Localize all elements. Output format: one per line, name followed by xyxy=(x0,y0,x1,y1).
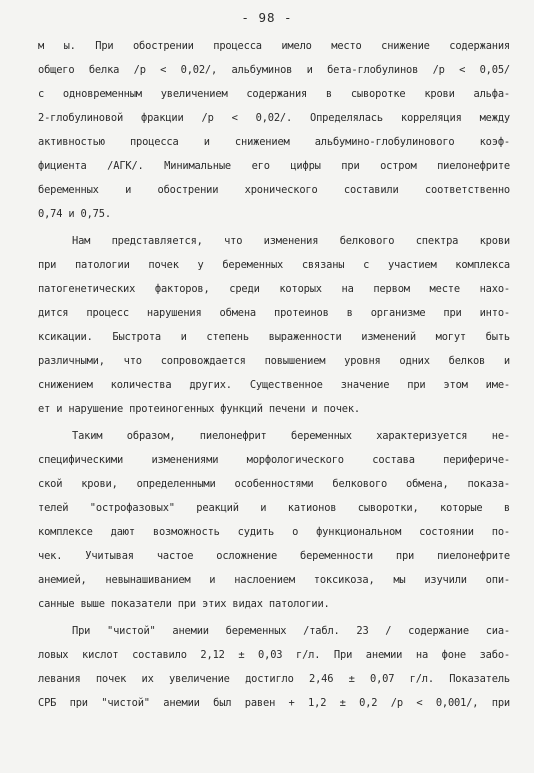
text-line: при патологии почек у беременных связаны с участием комплекса xyxy=(38,259,510,271)
text-line: СРБ при "чистой" анемии был равен + 1,2 ± 0,2 /р < 0,001/, при xyxy=(38,697,510,709)
paragraph-start-line: Нам представляется, что изменения белкового спектра крови xyxy=(72,235,510,247)
text-line: с одновременным увеличением содержания в сыворотке крови альфа- xyxy=(38,88,510,100)
paragraph-start-line: При "чистой" анемии беременных /табл. 23 / содержание сиа- xyxy=(72,625,510,637)
text-line: левания почек их увеличение достигло 2,46 ± 0,07 г/л. Показатель xyxy=(38,673,510,685)
text-line: телей "острофазовых" реакций и катионов сыворотки, которые в xyxy=(38,502,510,514)
text-line: 2-глобулиновой фракции /р < 0,02/. Определялась корреляция между xyxy=(38,112,510,124)
text-line: санные выше показатели при этих видах патологии. xyxy=(38,598,330,610)
text-line: м ы. При обострении процесса имело место снижение содержания xyxy=(38,40,510,52)
text-line: патогенетических факторов, среди которых на первом месте нахо- xyxy=(38,283,510,295)
text-line: снижением количества других. Существенное значение при этом име- xyxy=(38,379,510,391)
text-line: 0,74 и 0,75. xyxy=(38,208,111,220)
text-line: чек. Учитывая частое осложнение беременности при пиелонефрите xyxy=(38,550,510,562)
text-line: анемией, невынашиванием и наслоением токсикоза, мы изучили опи- xyxy=(38,574,510,586)
text-line: ской крови, определенными особенностями белкового обмена, показа- xyxy=(38,478,510,490)
text-line: общего белка /р < 0,02/, альбуминов и бета-глобулинов /р < 0,05/ xyxy=(38,64,510,76)
page-number: - 98 - xyxy=(241,10,293,25)
text-line: беременных и обострении хронического составили соответственно xyxy=(38,184,510,196)
paragraph-start-line: Таким образом, пиелонефрит беременных характеризуется не- xyxy=(72,430,510,442)
text-line: комплексе дают возможность судить о функциональном состоянии по- xyxy=(38,526,510,538)
text-line: ет и нарушение протеиногенных функций печени и почек. xyxy=(38,403,361,415)
text-line: специфическими изменениями морфологического состава перифериче- xyxy=(38,454,510,466)
text-line: ловых кислот составило 2,12 ± 0,03 г/л. При анемии на фоне забо- xyxy=(38,649,510,661)
text-line: дится процесс нарушения обмена протеинов в организме при инто- xyxy=(38,307,510,319)
text-line: различными, что сопровождается повышением уровня одних белков и xyxy=(38,355,510,367)
text-line: активностью процесса и снижением альбумино-глобулинового коэф- xyxy=(38,136,510,148)
text-line: ксикации. Быстрота и степень выраженности изменений могут быть xyxy=(38,331,510,343)
text-line: фициента /АГК/. Минимальные его цифры при остром пиелонефрите xyxy=(38,160,510,172)
